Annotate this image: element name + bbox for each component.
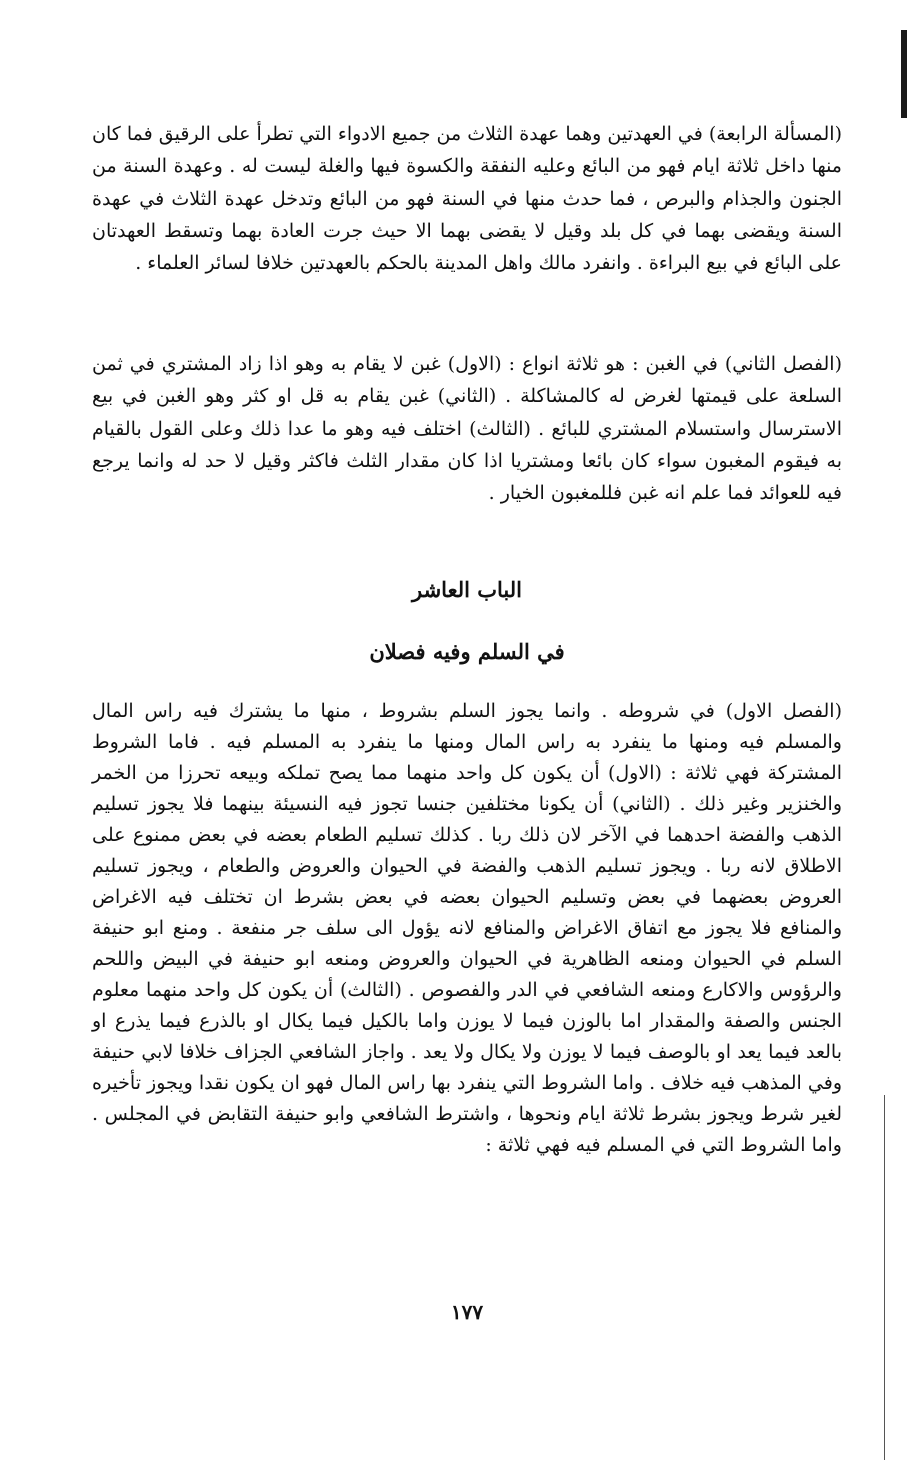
paragraph-text: (الفصل الاول) في شروطه . وانما يجوز السلم بشروط ، منها ما يشترك فيه راس المال والمسلم فيه ومنها ما ينفرد به راس المال ومنها ما ينفرد به المسلم فيه . فاما الشروط المشتركة فهي ثلاثة : (الاول) أن يكون كل واحد منهما مما يصح تملكه وبيعه تحرزا من الخمر والخنزير وغير ذلك . (الثاني) أن يكونا مختلفين جنسا تجوز فيه النسيئة بينهما فلا يجوز تسليم الذهب والفضة احدهما في الآخر لان ذلك ربا . كذلك تسليم الطعام بعضه في بعض ممنوع على الاطلاق لانه ربا . ويجوز تسليم الذهب والفضة في الحيوان والعروض والطعام ، ويجوز تسليم العروض بعضهما في بعض وتسليم الحيوان بعضه في بعض بشرط ان تختلف فيه الاغراض والمنافع فلا يجوز مع اتفاق الاغراض والمنافع لانه يؤول الى سلف جر منفعة . ومنع ابو حنيفة السلم في الحيوان ومنعه الظاهرية في الحيوان والعروض ومنعه ابو حنيفة في البيض واللحم والرؤوس والاكارع ومنعه الشافعي في الدر والفصوص . (الثالث) أن يكون كل واحد منهما معلوم الجنس والصفة والمقدار اما بالوزن فيما لا يوزن واما بالكيل فيما يكال او بالذرع فيما يذرع او بالعد فيما يعد او بالوصف فيما لا يوزن ولا يكال ولا يعد . واجاز الشافعي الجزاف خلافا لابي حنيفة وفي المذهب فيه خلاف . واما الشروط التي ينفرد بها راس المال فهو ان يكون نقدا ويجوز تأخيره لغير شرط ويجوز بشرط ثلاثة ايام ونحوها ، واشترط الشافعي وابو حنيفة التقابض في المجلس . واما الشروط التي في المسلم فيه فهي ثلاثة :	[92, 700, 842, 1156]
chapter-subtitle: في السلم وفيه فصلان	[369, 639, 565, 664]
paragraph-first-section-conditions	[92, 696, 842, 1161]
paragraph-text: (الفصل الثاني) في الغبن : هو ثلاثة انواع : (الاول) غبن لا يقام به وهو اذا زاد المشتري في ثمن السلعة على قيمتها لغرض له كالمشاكلة . (الثاني) غبن يقام به قل او كثر وهو الغبن في بيع الاسترسال واستسلام المشتري للبائع . (الثالث) اختلف فيه وهو ما عدا ذلك وعلى القول بالقيام به فيقوم المغبون سواء كان بائعا ومشتريا اذا كان مقدار الثلث فاكثر وقيل لا حد له وانما يرجع فيه للعوائد فما علم انه غبن فللمغبون الخيار .	[92, 353, 843, 505]
paragraph-fourth-issue	[92, 118, 842, 279]
chapter-heading: الباب العاشر	[412, 577, 522, 602]
paragraph-text: (المسألة الرابعة) في العهدتين وهما عهدة الثلاث من جميع الادواء التي تطرأ على الرقيق فما كان منها داخل ثلاثة ايام فهو من البائع وعليه النفقة والكسوة فيها والغلة ليست له . وعهدة السنة من الجنون والجذام والبرص ، فما حدث منها في السنة فهو من البائع وتدخل عهدة الثلاث في عهدة السنة ويقضى بهما في كل بلد وقيل لا يقضى بهما الا حيث جرت العادة بهما وتسقط العهدتان على البائع في بيع البراءة . وانفرد مالك واهل المدينة بالحكم بالعهدتين خلافا لسائر العلماء .	[92, 123, 842, 275]
paragraph-second-section-ghaban	[92, 348, 842, 509]
page-number: ١٧٧	[450, 1300, 484, 1324]
scan-edge-line	[884, 1095, 885, 1460]
scan-edge-mark	[901, 30, 907, 118]
